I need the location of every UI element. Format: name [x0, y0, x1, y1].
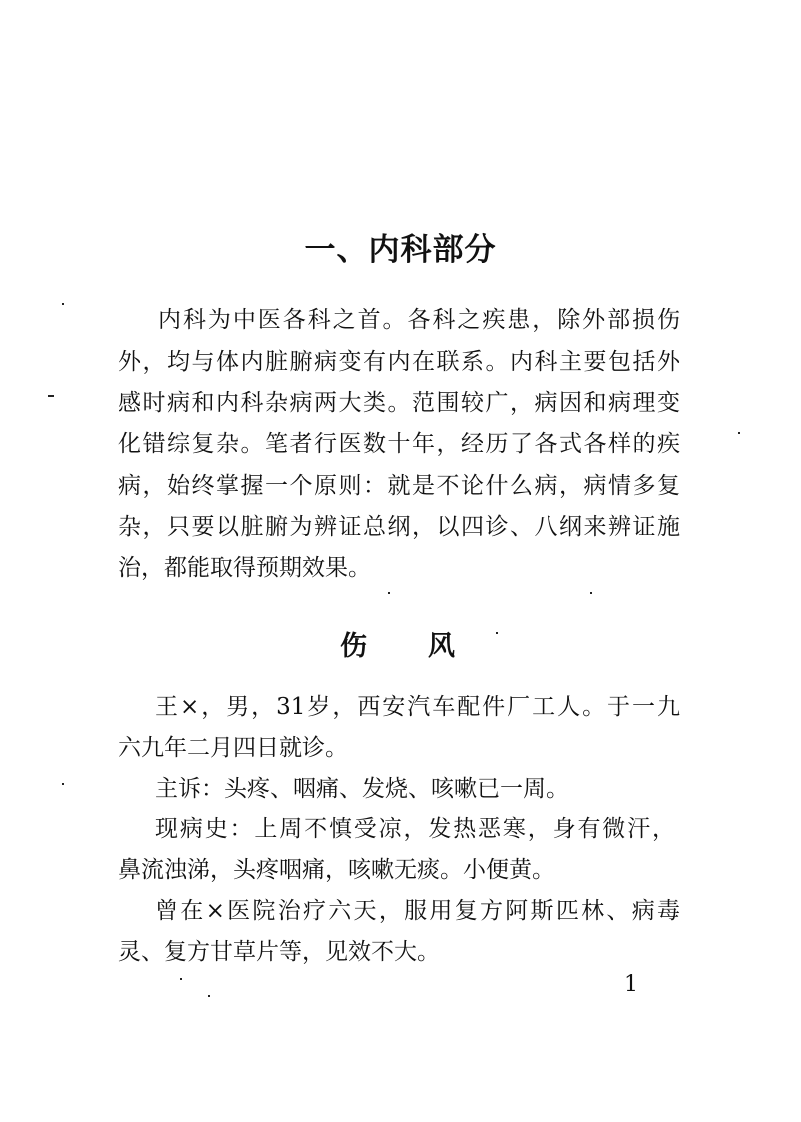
text-line: 鼻流浊涕，头疼咽痛，咳嗽无痰。小便黄。	[118, 857, 555, 883]
scan-speck	[496, 632, 498, 634]
scan-speck	[48, 395, 54, 397]
scan-speck	[388, 592, 390, 594]
text-line: 杂，只要以脏腑为辨证总纲，以四诊、八纲来辨证施	[118, 514, 680, 540]
scan-speck	[62, 783, 64, 785]
scan-speck	[180, 978, 182, 980]
text-line: 灵、复方甘草片等，见效不大。	[118, 939, 440, 965]
scan-speck	[208, 995, 210, 997]
chapter-title: 一、内科部分	[304, 232, 497, 268]
scan-speck	[590, 592, 592, 594]
text-line: 病，始终掌握一个原则：就是不论什么病，病情多复	[118, 473, 680, 499]
text-line: 治，都能取得预期效果。	[118, 555, 371, 581]
scan-speck	[62, 303, 64, 305]
text-line: 主诉：头疼、咽痛、发烧、咳嗽已一周。	[155, 776, 569, 802]
text-line: 现病史：上周不慎受凉，发热恶寒，身有微汗，	[155, 816, 675, 842]
page-number: 1	[624, 972, 638, 997]
section-title-char: 风	[428, 631, 455, 662]
text-line: 六九年二月四日就诊。	[118, 735, 348, 761]
text-line: 化错综复杂。笔者行医数十年，经历了各式各样的疾	[118, 431, 680, 457]
text-line: 外，均与体内脏腑病变有内在联系。内科主要包括外	[118, 349, 680, 375]
scan-speck	[738, 432, 740, 434]
section-title-char: 伤	[340, 631, 367, 662]
text-line: 内科为中医各科之首。各科之疾患，除外部损伤	[158, 307, 680, 333]
text-line: 感时病和内科杂病两大类。范围较广，病因和病理变	[118, 390, 680, 416]
text-line: 曾在×医院治疗六天，服用复方阿斯匹林、病毒	[155, 898, 680, 924]
text-line: 王×，男，31岁，西安汽车配件厂工人。于一九	[155, 694, 680, 720]
